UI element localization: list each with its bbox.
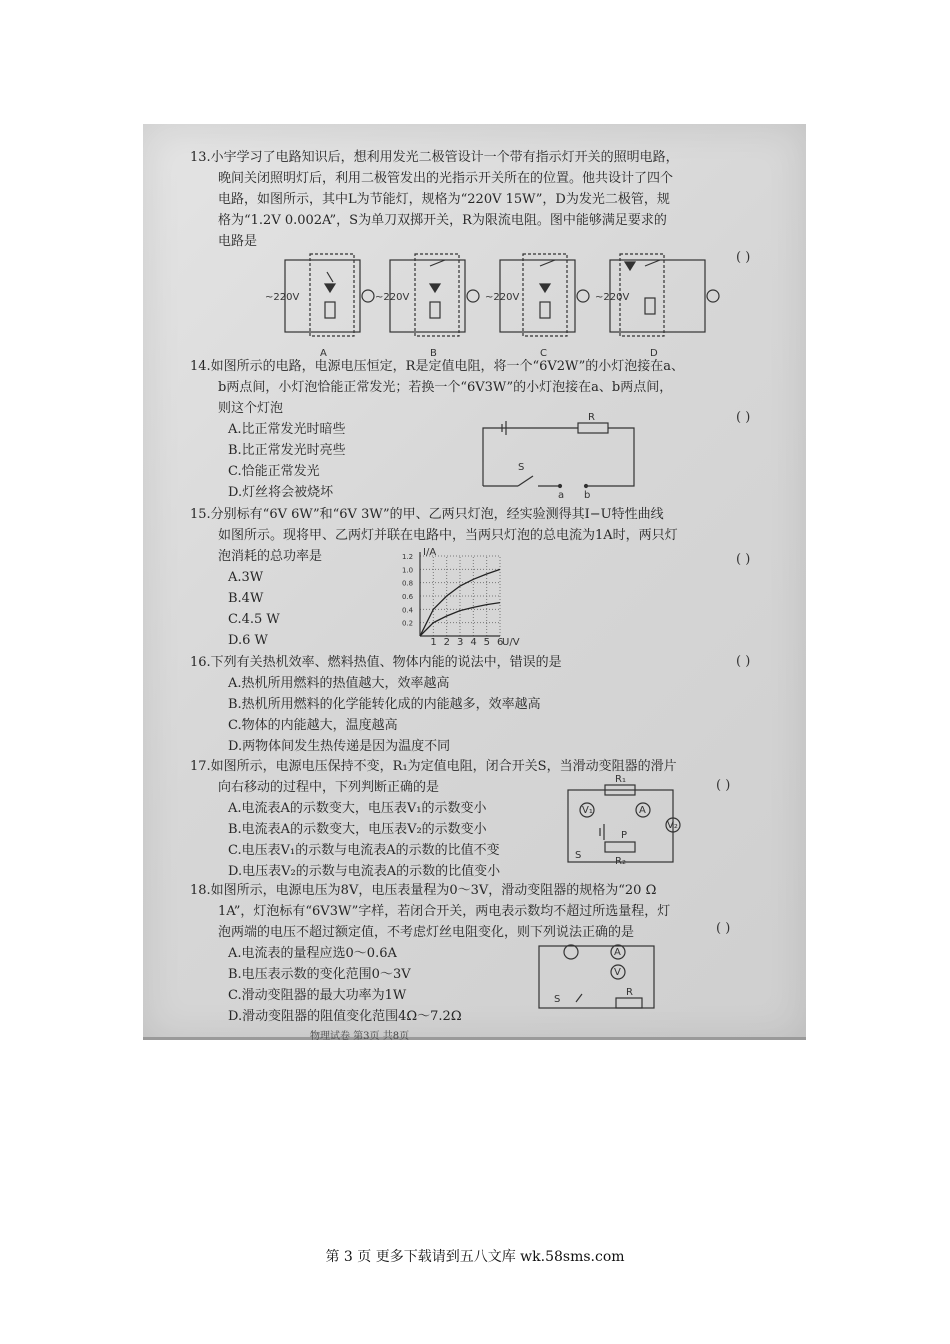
q18-answer-paren: ( ) — [716, 921, 731, 936]
q13-answer-paren: ( ) — [736, 250, 751, 265]
q15-x-tick-label: 6 — [497, 637, 504, 648]
q14-option-b: B.比正常发光时亮些 — [228, 443, 346, 458]
q13-line: 13.小宇学习了电路知识后，想利用发光二极管设计一个带有指示灯开关的照明电路， — [190, 150, 679, 165]
q13-line: 晚间关闭照明灯后，利用二极管发出的光指示开关所在的位置。他共设计了四个 — [218, 171, 674, 186]
photo-bottom-edge — [143, 1037, 806, 1040]
circuit-b-voltage: ~220V — [375, 292, 410, 303]
q18-line: 1A”，灯泡标有“6V3W”字样，若闭合开关，两电表示数均不超过所选量程，灯 — [218, 904, 671, 919]
q17-label-a: A — [639, 805, 646, 816]
q15-x-tick-label: 4 — [470, 637, 477, 648]
q15-y-tick-label: 1.0 — [402, 566, 414, 575]
q14-line: 14.如图所示的电路，电源电压恒定，R是定值电阻，将一个“6V2W”的小灯泡接在a、 — [190, 359, 685, 374]
q13-line: 电路，如图所示，其中L为节能灯，规格为“220V 15W”，D为发光二极管，规 — [218, 192, 670, 207]
q15-x-tick-label: 1 — [430, 637, 437, 648]
q14-label-b: b — [584, 490, 591, 501]
q15-x-axis-label: U/V — [502, 637, 520, 648]
q17-label-r2: R₂ — [615, 856, 626, 867]
q18-line: 18.如图所示，电源电压为8V，电压表量程为0～3V，滑动变阻器的规格为“20 Ω — [190, 883, 657, 898]
question-18-stem — [190, 880, 670, 943]
question-13 — [190, 147, 679, 252]
q18-option-c: C.滑动变阻器的最大功率为1W — [228, 988, 407, 1003]
q18-label-a: A — [614, 947, 621, 958]
question-16-stem — [190, 652, 562, 673]
q16-answer-paren: ( ) — [736, 654, 751, 669]
q18-label-v: V — [614, 967, 621, 978]
q17-circuit — [565, 774, 690, 870]
q17-label-v2: V₂ — [667, 820, 678, 831]
q15-line: 15.分别标有“6V 6W”和“6V 3W”的甲、乙两只灯泡，经实验测得其I−U特性曲线 — [190, 507, 664, 522]
q17-label-p: P — [621, 830, 628, 841]
q14-option-a: A.比正常发光时暗些 — [228, 422, 346, 437]
q14-circuit — [478, 412, 638, 501]
circuit-a-label: A — [320, 348, 327, 359]
q15-series-line-1 — [420, 603, 500, 636]
q15-y-tick-label: 1.2 — [402, 553, 414, 561]
q15-y-axis-label: I/A — [423, 547, 437, 558]
q15-y-tick-label: 0.6 — [402, 593, 414, 601]
question-14-stem — [190, 356, 684, 419]
q17-line: 向右移动的过程中，下列判断正确的是 — [218, 780, 440, 795]
q15-iu-chart — [400, 547, 520, 648]
q15-y-tick-label: 0.2 — [402, 619, 414, 628]
document-page-footer: 第 3 页 更多下载请到五八文库 wk.58sms.com — [325, 1249, 625, 1265]
q14-label-s: S — [518, 462, 525, 473]
q18-option-b: B.电压表示数的变化范围0～3V — [228, 967, 411, 982]
q14-label-r: R — [588, 412, 595, 423]
q14-option-d: D.灯丝将会被烧坏 — [228, 485, 334, 500]
q14-line: b两点间，小灯泡恰能正常发光；若换一个“6V3W”的小灯泡接在a、b两点间， — [218, 380, 673, 395]
q18-label-s: S — [554, 994, 561, 1005]
q17-option-b: B.电流表A的示数变大，电压表V₂的示数变小 — [228, 822, 487, 837]
q17-option-c: C.电压表V₁的示数与电流表A的示数的比值不变 — [228, 843, 500, 858]
question-13-stem — [190, 147, 679, 252]
q15-x-tick-label: 3 — [457, 637, 464, 648]
circuit-a-voltage: ~220V — [265, 292, 300, 303]
exam-page-footer: 物理试卷 第3页 共8页 — [310, 1031, 410, 1042]
q16-option-d: D.两物体间发生热传递是因为温度不同 — [228, 739, 451, 754]
q15-line: 泡消耗的总功率是 — [218, 549, 323, 564]
q16-option-b: B.热机所用燃料的化学能转化成的内能越多，效率越高 — [228, 697, 541, 712]
q17-option-d: D.电压表V₂的示数与电流表A的示数的比值变小 — [228, 864, 501, 879]
q18-circuit — [536, 940, 661, 1012]
q13-circuit-diagrams — [265, 252, 745, 362]
q15-option-a: A.3W — [228, 570, 264, 585]
q17-label-v1: V₁ — [582, 805, 593, 816]
circuit-c-voltage: ~220V — [485, 292, 520, 303]
q15-answer-paren: ( ) — [736, 552, 751, 567]
q16-line: 16.下列有关热机效率、燃料热值、物体内能的说法中，错误的是 — [190, 655, 562, 670]
q14-option-c: C.恰能正常发光 — [228, 464, 320, 479]
q17-label-s: S — [575, 850, 582, 861]
q18-option-d: D.滑动变阻器的阻值变化范围4Ω～7.2Ω — [228, 1009, 462, 1024]
circuit-d-label: D — [650, 348, 658, 359]
q16-option-a: A.热机所用燃料的热值越大，效率越高 — [228, 676, 450, 691]
q13-line: 电路是 — [218, 234, 258, 249]
q15-line: 如图所示。现将甲、乙两灯并联在电路中，当两只灯泡的总电流为1A时，两只灯 — [218, 528, 678, 543]
q15-option-d: D.6 W — [228, 633, 268, 648]
q15-y-tick-label: 0.8 — [402, 579, 414, 588]
q15-y-tick-label: 0.4 — [402, 606, 414, 615]
q17-line: 17.如图所示，电源电压保持不变，R₁为定值电阻，闭合开关S，当滑动变阻器的滑片 — [190, 759, 677, 774]
q17-option-a: A.电流表A的示数变大，电压表V₁的示数变小 — [228, 801, 487, 816]
q15-option-b: B.4W — [228, 591, 264, 606]
q17-answer-paren: ( ) — [716, 778, 731, 793]
q18-line: 泡两端的电压不超过额定值，不考虑灯丝电阻变化，则下列说法正确的是 — [218, 925, 635, 940]
q14-label-a: a — [558, 490, 565, 501]
q13-line: 格为“1.2V 0.002A”，S为单刀双掷开关，R为限流电阻。图中能够满足要求的 — [218, 213, 667, 228]
q14-answer-paren: ( ) — [736, 410, 751, 425]
q15-x-tick-label: 2 — [443, 637, 451, 648]
circuit-c-label: C — [540, 348, 547, 359]
q14-line: 则这个灯泡 — [218, 401, 284, 416]
circuit-d-voltage: ~220V — [595, 292, 630, 303]
circuit-b-label: B — [430, 348, 437, 359]
q15-option-c: C.4.5 W — [228, 612, 280, 627]
q16-option-c: C.物体的内能越大，温度越高 — [228, 718, 398, 733]
q18-option-a: A.电流表的量程应选0～0.6A — [228, 946, 397, 961]
question-16 — [190, 652, 562, 757]
q18-label-r: R — [626, 987, 633, 998]
q15-x-tick-label: 5 — [483, 637, 491, 648]
q17-label-r1: R₁ — [615, 774, 626, 785]
